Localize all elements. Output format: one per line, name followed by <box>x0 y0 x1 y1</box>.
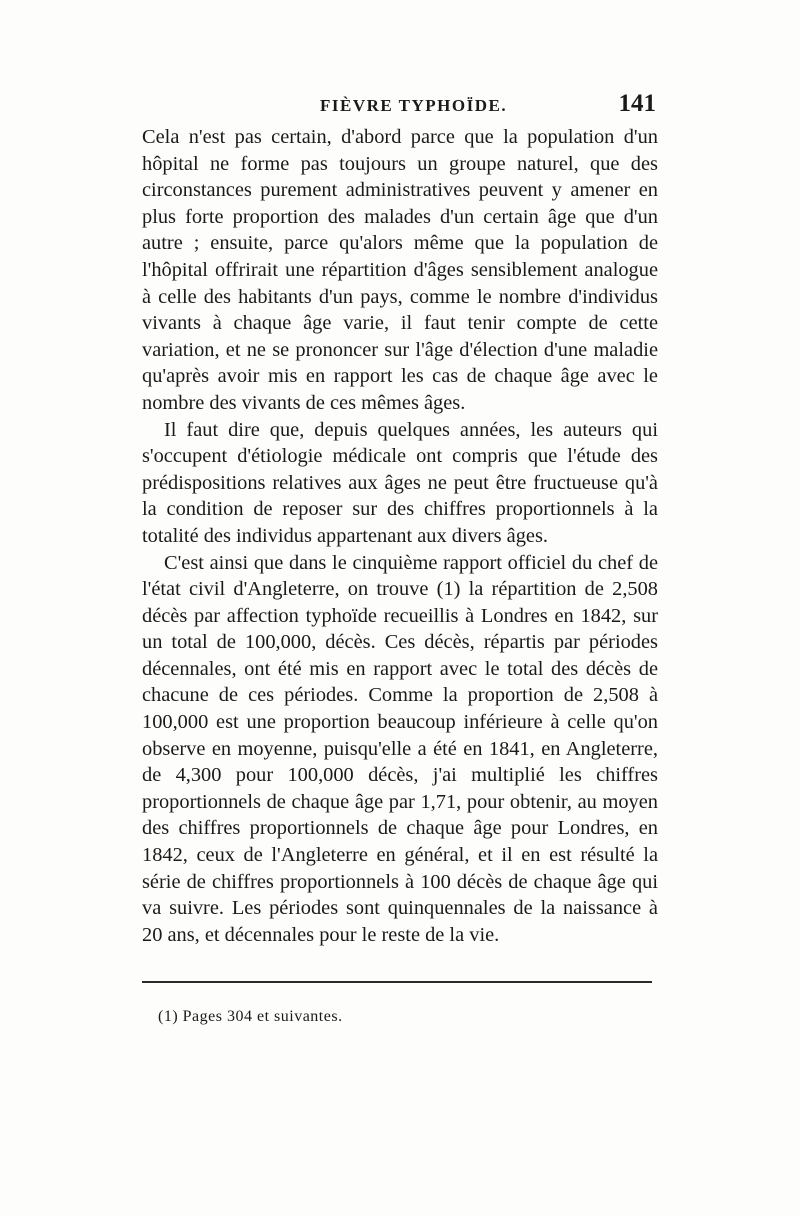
footnote: (1) Pages 304 et suivantes. <box>158 1008 343 1025</box>
footnote-rule <box>142 981 652 983</box>
paragraph-3: C'est ainsi que dans le cinquième rapport officiel du chef de l'état civil d'Angleterre, on trouve (1) la répartition de 2,508 décès par affection typhoïde recueillis à Londres en 1842, sur un total de 100,000, décès. Ces décès, répartis par périodes décennales, ont été mis en rapport avec le total des décès de chacune de ces périodes. Comme la proportion de 2,508 à 100,000 est une proportion beaucoup inférieure à celle qu'on observe en moyenne, puisqu'elle a été en 1841, en Angleterre, de 4,300 pour 100,000 décès, j'ai multiplié les chiffres proportionnels de chaque âge par 1,71, pour obtenir, au moyen des chiffres proportionnels de chaque âge pour Londres, en 1842, ceux de l'Angleterre en général, et il en est résulté la série de chiffres proportionnels à 100 décès de chaque âge qui va suivre. Les périodes sont quinquennales de la naissance à 20 ans, et décennales pour le reste de la vie. <box>142 551 658 946</box>
running-title: FIÈVRE TYPHOÏDE. <box>320 96 508 115</box>
page-number: 141 <box>618 90 656 117</box>
paragraph-2: Il faut dire que, depuis quelques années, les auteurs qui s'occupent d'étiologie médicale ont compris que l'étude des prédispositions relatives aux âges ne peut être fructueuse qu'à la condition de reposer sur des chiffres proportionnels à la totalité des individus appartenant aux divers âges. <box>142 418 658 547</box>
paragraph-1: Cela n'est pas certain, d'abord parce que la population d'un hôpital ne forme pas toujours un groupe naturel, que des circonstances purement administratives peuvent y amener en plus forte proportion des malades d'un certain âge que d'un autre ; ensuite, parce qu'alors même que la population de l'hôpital offrirait une répartition d'âges sensiblement analogue à celle des habitants d'un pays, comme le nombre d'individus vivants à chaque âge varie, il faut tenir compte de cette variation, et ne se prononcer sur l'âge d'élection d'une maladie qu'après avoir mis en rapport les cas de chaque âge avec le nombre des vivants de ces mêmes âges. <box>142 126 658 414</box>
body-text <box>142 124 658 948</box>
running-head <box>142 90 658 124</box>
